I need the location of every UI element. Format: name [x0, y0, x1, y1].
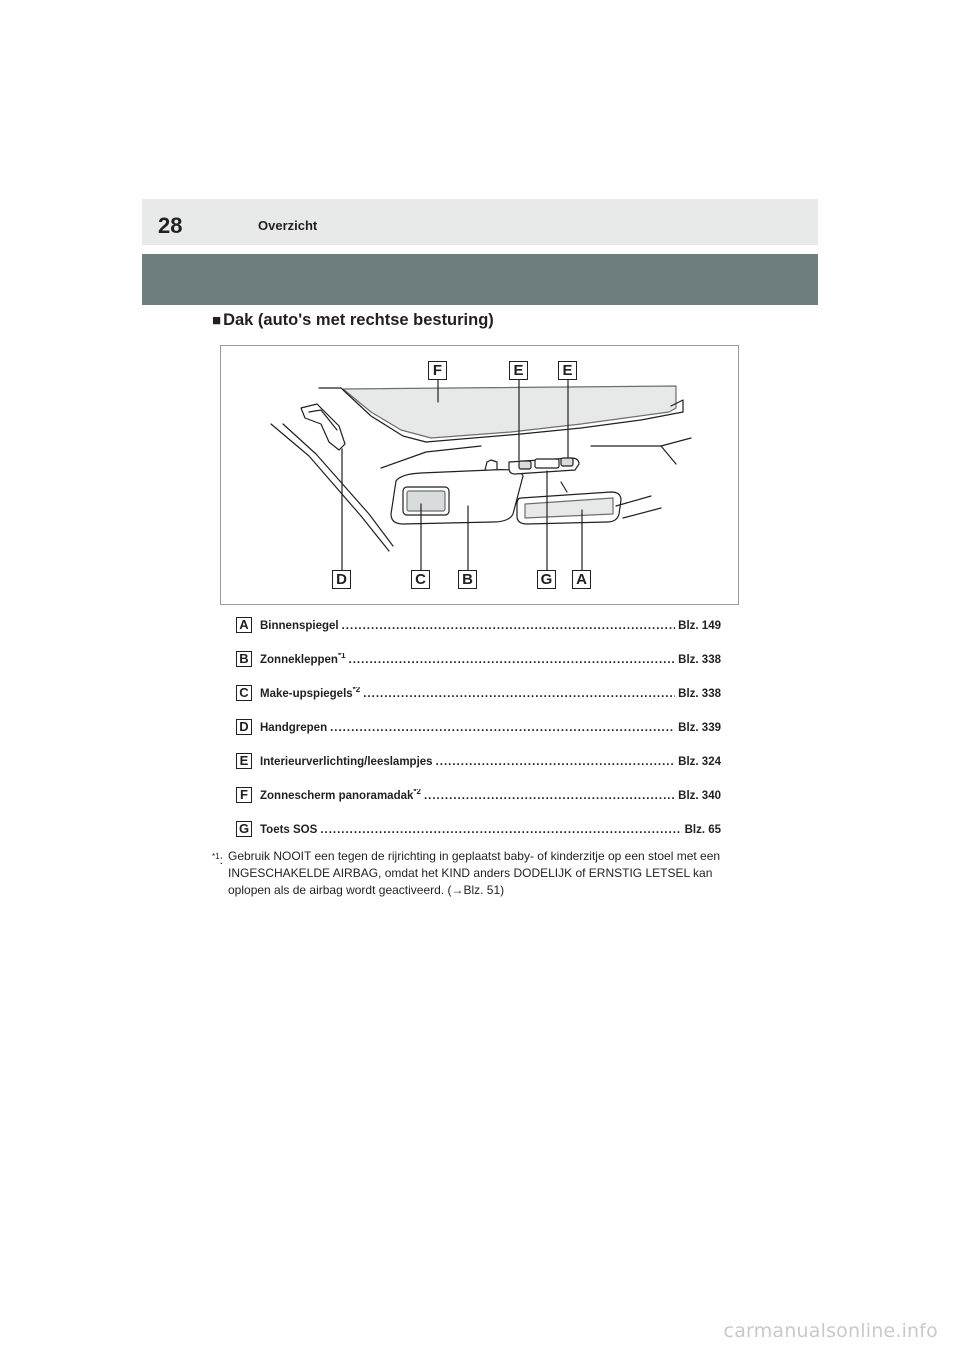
legend-page-ref: Blz. 338: [678, 654, 721, 666]
legend-badge: F: [236, 787, 252, 803]
callout-d: D: [332, 570, 351, 589]
legend-page-ref: Blz. 339: [678, 722, 721, 734]
roof-drawing: [221, 346, 738, 604]
legend-item-b: [236, 651, 721, 671]
legend-badge: G: [236, 821, 252, 837]
callout-f-top: F: [428, 361, 447, 380]
legend-label: Zonnekleppen: [260, 654, 338, 666]
legend-item-c: [236, 685, 721, 705]
legend-sup: *2: [413, 789, 421, 797]
callout-b: B: [458, 570, 477, 589]
legend-label: Zonnescherm panoramadak: [260, 790, 414, 802]
legend-item-f: [236, 787, 721, 807]
footnote-text: Gebruik NOOIT een tegen de rijrichting in geplaatst baby- of kinderzitje op een stoel met een INGESCHAKELDE AIRBAG, omdat het KIND anders DODELIJK of ERNSTIG LETSEL kan oplopen als de airbag wordt geactiveerd. (→Blz. 51): [228, 849, 721, 897]
legend-sup: *2: [352, 687, 361, 695]
legend-item-a: [236, 617, 721, 637]
legend-badge: A: [236, 617, 252, 633]
legend-label: Make-upspiegels: [260, 688, 353, 700]
callout-g: G: [537, 570, 556, 589]
legend-item-e: [236, 753, 721, 773]
section-name: Overzicht: [258, 218, 318, 233]
subheading: [212, 310, 494, 331]
legend-badge: C: [236, 685, 252, 701]
legend-badge: D: [236, 719, 252, 735]
watermark: carmanualsonline.info: [723, 1320, 938, 1342]
legend-item-d: [236, 719, 721, 739]
legend-page-ref: Blz. 338: [678, 688, 721, 700]
roof-illustration: [220, 345, 739, 605]
legend-page-ref: Blz. 340: [678, 790, 721, 802]
page-number: 28: [158, 213, 183, 238]
legend-sup: *1: [337, 653, 346, 661]
legend-page-ref: Blz. 149: [678, 620, 721, 632]
footnote-mark: $^{*1}$:: [212, 852, 223, 867]
legend-item-g: [236, 821, 721, 841]
callout-c: C: [411, 570, 430, 589]
legend-badge: E: [236, 753, 252, 769]
callout-a: A: [572, 570, 591, 589]
legend-page-ref: Blz. 65: [684, 824, 721, 836]
legend-page-ref: Blz. 324: [678, 756, 721, 768]
legend-label: Handgrepen: [260, 722, 328, 734]
legend-label: Toets SOS: [260, 824, 318, 836]
footnote: [212, 848, 752, 899]
legend-label: Binnenspiegel: [260, 620, 339, 632]
callout-e-top-left: E: [509, 361, 528, 380]
legend-label: Interieurverlichting/leeslampjes: [260, 756, 433, 768]
callout-e-top-right: E: [558, 361, 577, 380]
subheading-bullet: ■: [212, 312, 222, 329]
header-bar: [142, 199, 818, 245]
subheading-text: Dak (auto's met rechtse besturing): [223, 311, 494, 329]
title-band: [142, 254, 818, 305]
legend-badge: B: [236, 651, 252, 667]
